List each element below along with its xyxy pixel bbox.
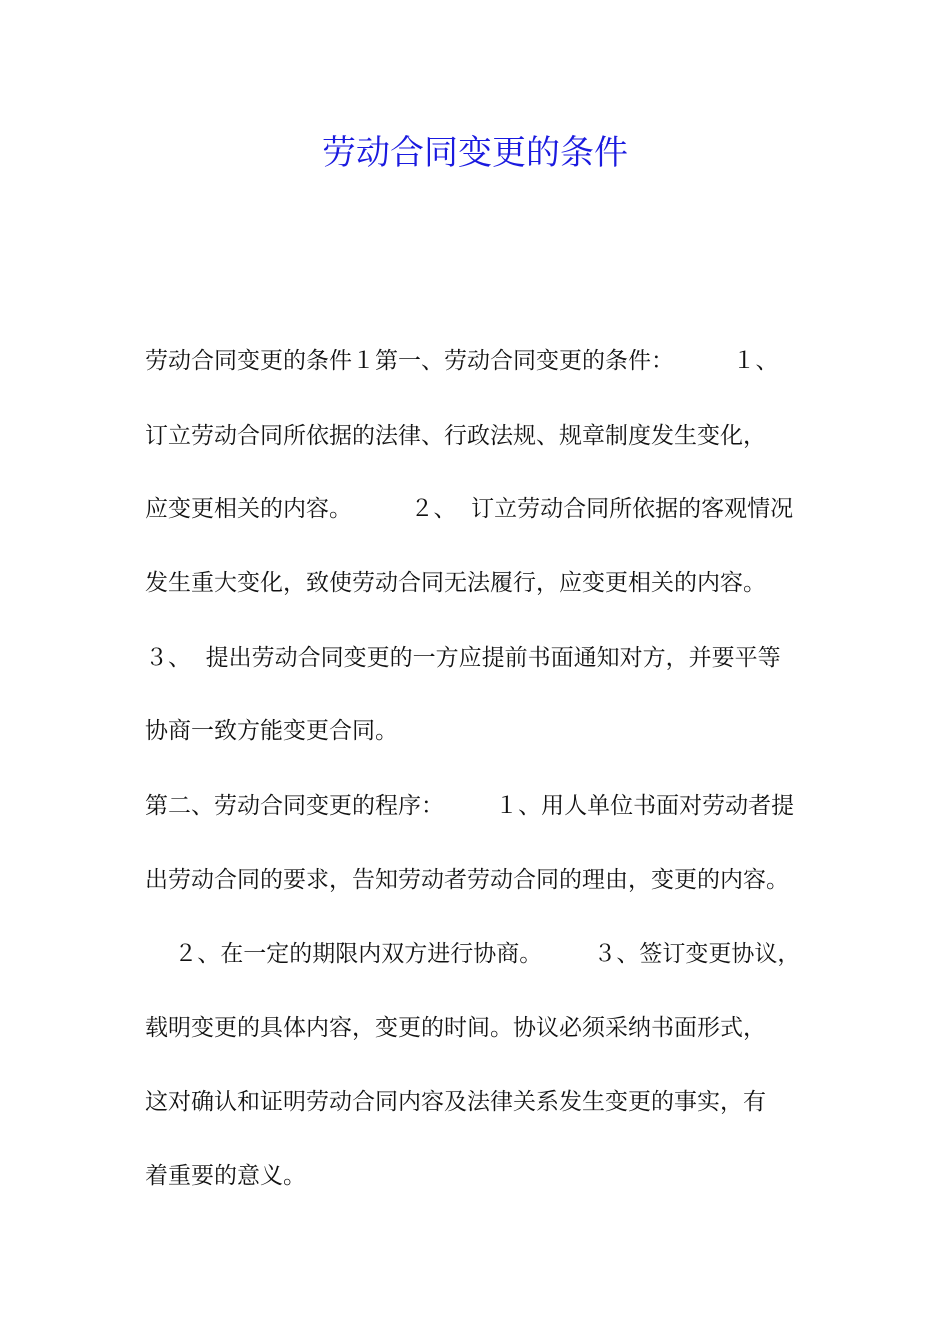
document-title: 劳动合同变更的条件 xyxy=(322,133,628,173)
body-line-2: 订立劳动合同所依据的法律、行政法规、规章制度发生变化， xyxy=(145,423,766,449)
body-line-7: 第二、劳动合同变更的程序： １、用人单位书面对劳动者提 xyxy=(145,793,795,819)
body-line-10: 载明变更的具体内容，变更的时间。协议必须采纳书面形式， xyxy=(145,1015,766,1041)
body-line-1: 劳动合同变更的条件１第一、劳动合同变更的条件： １、 xyxy=(145,348,779,374)
body-line-11: 这对确认和证明劳动合同内容及法律关系发生变更的事实，有 xyxy=(145,1089,766,1115)
body-line-6: 协商一致方能变更合同。 xyxy=(145,718,398,744)
body-line-5: ３、 提出劳动合同变更的一方应提前书面通知对方，并要平等 xyxy=(145,645,781,671)
body-line-9: ２、在一定的期限内双方进行协商。 ３、签订变更协议， xyxy=(145,941,801,967)
body-line-8: 出劳动合同的要求，告知劳动者劳动合同的理由，变更的内容。 xyxy=(145,867,789,893)
body-line-12: 着重要的意义。 xyxy=(145,1163,306,1189)
body-line-3: 应变更相关的内容。 ２、 订立劳动合同所依据的客观情况 xyxy=(145,496,794,522)
body-line-4: 发生重大变化，致使劳动合同无法履行，应变更相关的内容。 xyxy=(145,570,766,596)
